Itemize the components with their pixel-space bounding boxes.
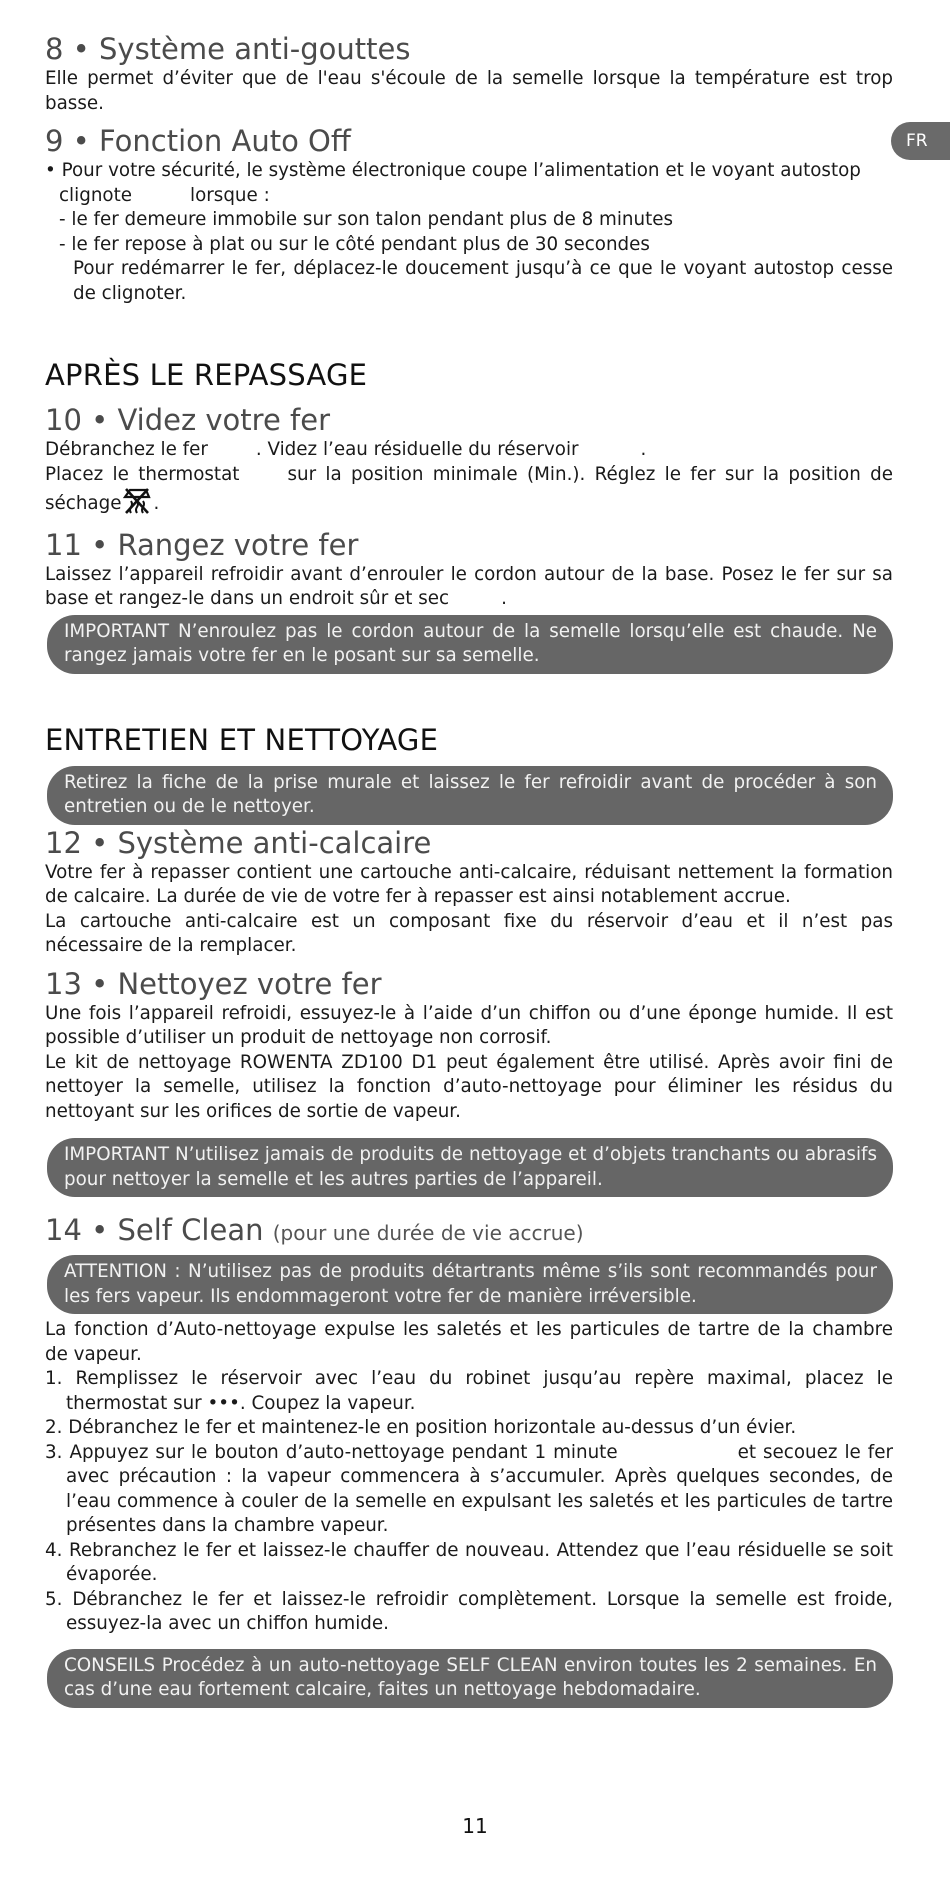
section-13-title: 13 • Nettoyez votre fer [45,966,382,1001]
step-1: 1. Remplissez le réservoir avec l’eau du robinet jusqu’au repère maximal, placez le thermostat sur •••. Coupez la vapeur. [45,1368,893,1414]
period-text: . [501,588,507,609]
section-12-p1: Votre fer à repasser contient une cartouche anti-calcaire, réduisant nettement la formation de calcaire. La durée de vie de votre fer à repasser est ainsi notablement accrue. [45,861,893,907]
section-8-text: Elle permet d’éviter que de l'eau s'écoule de la semelle lorsque la température est trop basse. [45,68,893,114]
section-12-p2: La cartouche anti-calcaire est un composant fixe du réservoir d’eau et il n’est pas nécessaire de la remplacer. [45,910,893,956]
period-text: . [153,493,160,514]
attention-box: ATTENTION : N’utilisez pas de produits détartrants même s’ils sont recommandés pour les fers vapeur. Ils endommageront votre fer de manière irréversible. [47,1255,893,1314]
language-tab: FR [891,122,950,160]
section-12-title: 12 • Système anti-calcaire [45,825,432,860]
section-9-bullet [45,159,893,208]
important-box-cord: IMPORTANT N’enroulez pas le cordon autour de la semelle lorsqu’elle est chaude. Ne rangez jamais votre fer en le posant sur sa semelle. [47,615,893,674]
section-9-restart: Pour redémarrer le fer, déplacez-le doucement jusqu’à ce que le voyant autostop cesse de clignoter. [73,258,893,304]
store-text: Laissez l’appareil refroidir avant d’enrouler le cordon autour de la base. Posez le fer sur sa base et rangez-le dans un endroit sûr et sec [45,563,893,609]
section-14-title [45,1211,893,1252]
section-9-title: 9 • Fonction Auto Off [45,124,351,158]
self-clean-subtitle: (pour une durée de vie accrue) [272,1221,584,1245]
after-ironing-heading: APRÈS LE REPASSAGE [45,358,368,392]
section-11-text [45,563,893,612]
blink-text: clignote [59,184,133,206]
unplug-text: Débranchez le fer [45,439,208,460]
maintenance-heading: ENTRETIEN ET NETTOYAGE [45,722,439,757]
tips-box: CONSEILS Procédez à un auto-nettoyage SELF CLEAN environ toutes les 2 semaines. En cas d’une eau fortement calcaire, faites un nettoyage hebdomadaire. [47,1649,893,1708]
step-4: 4. Rebranchez le fer et laissez-le chauffer de nouveau. Attendez que l’eau résiduelle se soit évaporée. [45,1539,893,1585]
position-text: sur la position minimale (Min.). Réglez le fer sur la position de séchage [45,463,893,514]
when-text: lorsque : [190,184,270,206]
section-13-p1: Une fois l’appareil refroidi, essuyez-le à l’aide d’un chiffon ou d’une éponge humide. Il est possible d’utiliser un produit de nettoyage non corrosif. [45,1002,893,1048]
section-10-line-1 [45,438,893,463]
no-steam-icon [122,487,152,523]
section-8-title: 8 • Système anti-gouttes [45,32,411,66]
important-box-cleaning: IMPORTANT N’utilisez jamais de produits de nettoyage et d’objets tranchants ou abrasifs pour nettoyer la semelle et les autres parties de l’appareil. [47,1138,893,1197]
step-3-start: 3. Appuyez sur le bouton d’auto-nettoyage pendant 1 minute [45,1441,618,1463]
section-10-title: 10 • Videz votre fer [45,403,330,437]
step-2: 2. Débranchez le fer et maintenez-le en position horizontale au-dessus d’un évier. [45,1417,797,1438]
empty-text: . Videz l’eau résiduelle du réservoir [255,439,579,460]
step-3 [45,1441,893,1539]
section-11-title: 11 • Rangez votre fer [45,527,359,562]
page-content [45,30,893,1708]
self-clean-intro: La fonction d’Auto-nettoyage expulse les saletés et les particules de tartre de la chambre de vapeur. [45,1319,893,1365]
section-13-p2: Le kit de nettoyage ROWENTA ZD100 D1 peut également être utilisé. Après avoir fini de nettoyer la semelle, utilisez la fonction d’auto-nettoyage pour éliminer les résidus du nettoyant sur les orifices de sortie de vapeur. [45,1051,893,1122]
step-5: 5. Débranchez le fer et laissez-le refroidir complètement. Lorsque la semelle est froide, essuyez-la avec un chiffon humide. [45,1588,893,1634]
self-clean-title: 14 • Self Clean [45,1213,264,1247]
section-9-dash-2: - le fer repose à plat ou sur le côté pendant plus de 30 secondes [59,233,650,255]
section-10-line-2 [45,463,893,523]
period-text: . [640,439,647,460]
unplug-warning-box: Retirez la fiche de la prise murale et laissez le fer refroidir avant de procéder à son entretien ou de le nettoyer. [47,766,893,825]
page-number: 11 [462,1814,488,1838]
section-9-dash-1: - le fer demeure immobile sur son talon pendant plus de 8 minutes [59,209,674,230]
thermostat-text: Placez le thermostat [45,463,240,485]
bullet-line: • Pour votre sécurité, le système électronique coupe l’alimentation et le voyant autostop [45,160,861,181]
step-3-rest: et secouez le fer avec précaution : la vapeur commencera à s’accumuler. Après quelques secondes, de l’eau commence à couler de la semelle en expulsant les saletés et les particules de tartre présentes dans la chambre vapeur. [66,1441,894,1536]
